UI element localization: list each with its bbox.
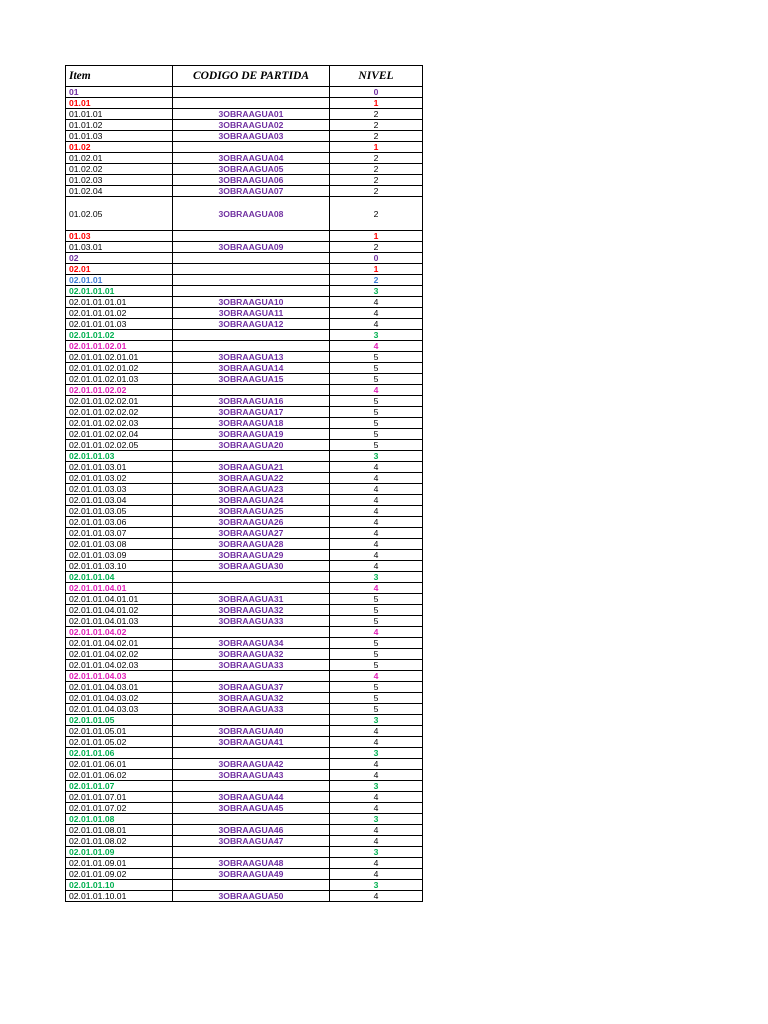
header-row [66, 66, 423, 87]
nivel-cell[interactable]: 5 [330, 605, 423, 616]
nivel-cell[interactable]: 4 [330, 869, 423, 880]
code-cell[interactable] [173, 142, 330, 153]
nivel-cell[interactable]: 4 [330, 825, 423, 836]
nivel-cell[interactable]: 5 [330, 682, 423, 693]
code-cell[interactable]: 3OBRAAGUA42 [173, 759, 330, 770]
code-cell[interactable]: 3OBRAAGUA46 [173, 825, 330, 836]
table-row[interactable] [66, 396, 423, 407]
table-row[interactable] [66, 451, 423, 462]
code-cell[interactable] [173, 98, 330, 109]
nivel-cell[interactable]: 5 [330, 638, 423, 649]
table-row[interactable] [66, 242, 423, 253]
item-cell[interactable]: 02.01.01.04.01.02 [66, 605, 173, 616]
code-cell[interactable]: 3OBRAAGUA30 [173, 561, 330, 572]
nivel-cell[interactable]: 5 [330, 374, 423, 385]
nivel-cell[interactable]: 3 [330, 715, 423, 726]
nivel-cell[interactable]: 5 [330, 649, 423, 660]
header-nivel: NIVEL [330, 66, 423, 87]
nivel-cell[interactable]: 4 [330, 726, 423, 737]
nivel-cell[interactable]: 3 [330, 451, 423, 462]
nivel-cell[interactable]: 5 [330, 440, 423, 451]
code-cell[interactable]: 3OBRAAGUA41 [173, 737, 330, 748]
nivel-cell[interactable]: 4 [330, 891, 423, 902]
table-row[interactable] [66, 231, 423, 242]
item-cell[interactable]: 02.01.01.03.05 [66, 506, 173, 517]
code-cell[interactable]: 3OBRAAGUA50 [173, 891, 330, 902]
item-cell[interactable]: 02.01.01.04.03 [66, 671, 173, 682]
code-cell[interactable]: 3OBRAAGUA33 [173, 660, 330, 671]
item-cell[interactable]: 02.01.01.02.02.04 [66, 429, 173, 440]
code-cell[interactable] [173, 275, 330, 286]
nivel-cell[interactable]: 5 [330, 352, 423, 363]
item-cell[interactable]: 02.01.01.10 [66, 880, 173, 891]
code-cell[interactable]: 3OBRAAGUA15 [173, 374, 330, 385]
table-row[interactable] [66, 264, 423, 275]
nivel-cell[interactable]: 1 [330, 142, 423, 153]
table-row[interactable] [66, 726, 423, 737]
item-cell[interactable]: 02.01.01.02.02.02 [66, 407, 173, 418]
nivel-cell[interactable]: 5 [330, 693, 423, 704]
table-row[interactable] [66, 517, 423, 528]
code-cell[interactable]: 3OBRAAGUA22 [173, 473, 330, 484]
item-cell[interactable]: 02.01.01.10.01 [66, 891, 173, 902]
table-row[interactable] [66, 87, 423, 98]
item-cell[interactable]: 01.01.02 [66, 120, 173, 131]
code-cell[interactable] [173, 583, 330, 594]
item-cell[interactable]: 02.01.01.05.02 [66, 737, 173, 748]
table-row[interactable] [66, 638, 423, 649]
table-row[interactable] [66, 330, 423, 341]
item-cell[interactable]: 01.02.03 [66, 175, 173, 186]
table-row[interactable] [66, 550, 423, 561]
table-row[interactable] [66, 671, 423, 682]
code-cell[interactable] [173, 264, 330, 275]
code-cell[interactable]: 3OBRAAGUA13 [173, 352, 330, 363]
code-cell[interactable]: 3OBRAAGUA12 [173, 319, 330, 330]
code-cell[interactable] [173, 330, 330, 341]
code-cell[interactable]: 3OBRAAGUA31 [173, 594, 330, 605]
table-body [66, 87, 423, 902]
item-cell[interactable]: 02.01.01.03.08 [66, 539, 173, 550]
item-cell[interactable]: 01.01.01 [66, 109, 173, 120]
item-cell[interactable]: 01.02.04 [66, 186, 173, 197]
table-row[interactable] [66, 814, 423, 825]
nivel-cell[interactable]: 1 [330, 231, 423, 242]
code-cell[interactable]: 3OBRAAGUA34 [173, 638, 330, 649]
item-cell[interactable]: 01.01.03 [66, 131, 173, 142]
nivel-cell[interactable]: 1 [330, 264, 423, 275]
code-cell[interactable]: 3OBRAAGUA32 [173, 649, 330, 660]
code-cell[interactable]: 3OBRAAGUA23 [173, 484, 330, 495]
table-row[interactable] [66, 131, 423, 142]
nivel-cell[interactable]: 2 [330, 175, 423, 186]
nivel-cell[interactable]: 2 [330, 242, 423, 253]
nivel-cell[interactable]: 5 [330, 704, 423, 715]
code-cell[interactable]: 3OBRAAGUA17 [173, 407, 330, 418]
code-cell[interactable]: 3OBRAAGUA09 [173, 242, 330, 253]
table-row[interactable] [66, 528, 423, 539]
code-cell[interactable] [173, 87, 330, 98]
nivel-cell[interactable]: 4 [330, 627, 423, 638]
item-cell[interactable]: 02.01.01.06.02 [66, 770, 173, 781]
table-row[interactable] [66, 153, 423, 164]
table-row[interactable] [66, 297, 423, 308]
table-row[interactable] [66, 803, 423, 814]
code-cell[interactable] [173, 671, 330, 682]
item-cell[interactable]: 02.01.01.07.01 [66, 792, 173, 803]
code-cell[interactable] [173, 572, 330, 583]
table-row[interactable] [66, 737, 423, 748]
code-cell[interactable]: 3OBRAAGUA33 [173, 704, 330, 715]
nivel-cell[interactable]: 4 [330, 770, 423, 781]
item-cell[interactable]: 02.01.01.09.02 [66, 869, 173, 880]
table-row[interactable] [66, 858, 423, 869]
item-cell[interactable]: 02.01.01.04.03.01 [66, 682, 173, 693]
item-cell[interactable]: 01.01 [66, 98, 173, 109]
code-cell[interactable] [173, 253, 330, 264]
item-cell[interactable]: 02.01.01.04.01.03 [66, 616, 173, 627]
item-cell[interactable]: 02.01.01.06 [66, 748, 173, 759]
nivel-cell[interactable]: 2 [330, 186, 423, 197]
nivel-cell[interactable]: 3 [330, 748, 423, 759]
nivel-cell[interactable]: 5 [330, 660, 423, 671]
nivel-cell[interactable]: 4 [330, 341, 423, 352]
nivel-cell[interactable]: 4 [330, 539, 423, 550]
nivel-cell[interactable]: 4 [330, 858, 423, 869]
table-row[interactable] [66, 891, 423, 902]
table-row[interactable] [66, 385, 423, 396]
code-cell[interactable]: 3OBRAAGUA47 [173, 836, 330, 847]
code-cell[interactable]: 3OBRAAGUA20 [173, 440, 330, 451]
table-row[interactable] [66, 462, 423, 473]
nivel-cell[interactable]: 4 [330, 836, 423, 847]
nivel-cell[interactable]: 4 [330, 517, 423, 528]
table-row[interactable] [66, 748, 423, 759]
code-cell[interactable] [173, 231, 330, 242]
table-row[interactable] [66, 627, 423, 638]
item-cell[interactable]: 02.01.01.03 [66, 451, 173, 462]
nivel-cell[interactable]: 3 [330, 814, 423, 825]
nivel-cell[interactable]: 5 [330, 429, 423, 440]
item-cell[interactable]: 01 [66, 87, 173, 98]
table-row[interactable] [66, 836, 423, 847]
code-cell[interactable]: 3OBRAAGUA40 [173, 726, 330, 737]
nivel-cell[interactable]: 4 [330, 385, 423, 396]
table-row[interactable] [66, 175, 423, 186]
table-row[interactable] [66, 341, 423, 352]
code-cell[interactable]: 3OBRAAGUA27 [173, 528, 330, 539]
table-row[interactable] [66, 704, 423, 715]
code-cell[interactable]: 3OBRAAGUA19 [173, 429, 330, 440]
item-cell[interactable]: 02.01.01.03.10 [66, 561, 173, 572]
item-cell[interactable]: 02.01.01.04.02.02 [66, 649, 173, 660]
code-cell[interactable]: 3OBRAAGUA06 [173, 175, 330, 186]
table-row[interactable] [66, 594, 423, 605]
item-cell[interactable]: 02.01.01.02.02 [66, 385, 173, 396]
table-row[interactable] [66, 825, 423, 836]
item-cell[interactable]: 02.01.01.01.02 [66, 308, 173, 319]
item-cell[interactable]: 01.02.05 [66, 197, 173, 231]
item-cell[interactable]: 01.02 [66, 142, 173, 153]
header-codigo: CODIGO DE PARTIDA [173, 66, 330, 87]
item-cell[interactable]: 01.02.02 [66, 164, 173, 175]
item-cell[interactable]: 02.01.01.02.01.01 [66, 352, 173, 363]
nivel-cell[interactable]: 2 [330, 275, 423, 286]
table-row[interactable] [66, 649, 423, 660]
item-cell[interactable]: 02.01.01.06.01 [66, 759, 173, 770]
table-row[interactable] [66, 583, 423, 594]
table-row[interactable] [66, 286, 423, 297]
nivel-cell[interactable]: 2 [330, 197, 423, 231]
item-cell[interactable]: 02.01.01.09.01 [66, 858, 173, 869]
nivel-cell[interactable]: 2 [330, 109, 423, 120]
item-cell[interactable]: 01.03.01 [66, 242, 173, 253]
code-cell[interactable] [173, 781, 330, 792]
table-row[interactable] [66, 319, 423, 330]
item-cell[interactable]: 02.01.01.04.03.03 [66, 704, 173, 715]
item-cell[interactable]: 02.01.01.03.07 [66, 528, 173, 539]
item-cell[interactable]: 02.01.01.02.01 [66, 341, 173, 352]
nivel-cell[interactable]: 4 [330, 803, 423, 814]
table-row[interactable] [66, 770, 423, 781]
nivel-cell[interactable]: 4 [330, 506, 423, 517]
code-cell[interactable]: 3OBRAAGUA21 [173, 462, 330, 473]
item-cell[interactable]: 02.01.01.07.02 [66, 803, 173, 814]
code-cell[interactable]: 3OBRAAGUA28 [173, 539, 330, 550]
item-cell[interactable]: 02.01.01.08.01 [66, 825, 173, 836]
table-row[interactable] [66, 164, 423, 175]
code-cell[interactable]: 3OBRAAGUA08 [173, 197, 330, 231]
item-cell[interactable]: 02.01.01.03.03 [66, 484, 173, 495]
item-cell[interactable]: 02.01.01.03.09 [66, 550, 173, 561]
item-cell[interactable]: 02.01.01.01.01 [66, 297, 173, 308]
code-cell[interactable]: 3OBRAAGUA18 [173, 418, 330, 429]
item-cell[interactable]: 02.01.01 [66, 275, 173, 286]
table-row[interactable] [66, 660, 423, 671]
nivel-cell[interactable]: 4 [330, 297, 423, 308]
item-cell[interactable]: 02.01.01.02.02.01 [66, 396, 173, 407]
table-row[interactable] [66, 418, 423, 429]
nivel-cell[interactable]: 3 [330, 572, 423, 583]
item-cell[interactable]: 02.01.01.03.06 [66, 517, 173, 528]
code-cell[interactable]: 3OBRAAGUA03 [173, 131, 330, 142]
table-row[interactable] [66, 880, 423, 891]
code-cell[interactable]: 3OBRAAGUA43 [173, 770, 330, 781]
table-row[interactable] [66, 715, 423, 726]
table-row[interactable] [66, 781, 423, 792]
code-cell[interactable]: 3OBRAAGUA45 [173, 803, 330, 814]
item-cell[interactable]: 02.01.01.02.01.02 [66, 363, 173, 374]
code-cell[interactable]: 3OBRAAGUA04 [173, 153, 330, 164]
item-cell[interactable]: 02.01.01.05 [66, 715, 173, 726]
table-row[interactable] [66, 429, 423, 440]
nivel-cell[interactable]: 3 [330, 330, 423, 341]
item-cell[interactable]: 02.01.01.08 [66, 814, 173, 825]
code-cell[interactable]: 3OBRAAGUA05 [173, 164, 330, 175]
item-cell[interactable]: 02.01.01.04.02.01 [66, 638, 173, 649]
code-cell[interactable]: 3OBRAAGUA37 [173, 682, 330, 693]
item-cell[interactable]: 02.01.01.03.02 [66, 473, 173, 484]
table-row[interactable] [66, 484, 423, 495]
table-row[interactable] [66, 120, 423, 131]
nivel-cell[interactable]: 4 [330, 473, 423, 484]
code-cell[interactable] [173, 748, 330, 759]
table-row[interactable] [66, 506, 423, 517]
code-cell[interactable] [173, 715, 330, 726]
code-cell[interactable]: 3OBRAAGUA29 [173, 550, 330, 561]
code-cell[interactable]: 3OBRAAGUA02 [173, 120, 330, 131]
header-item: Item [66, 66, 173, 87]
nivel-cell[interactable]: 3 [330, 847, 423, 858]
code-cell[interactable] [173, 814, 330, 825]
table-row[interactable] [66, 572, 423, 583]
nivel-cell[interactable]: 4 [330, 495, 423, 506]
item-cell[interactable]: 02.01.01.04 [66, 572, 173, 583]
table-row[interactable] [66, 407, 423, 418]
item-cell[interactable]: 02.01 [66, 264, 173, 275]
nivel-cell[interactable]: 5 [330, 407, 423, 418]
item-cell[interactable]: 02.01.01.04.03.02 [66, 693, 173, 704]
item-cell[interactable]: 02.01.01.04.02.03 [66, 660, 173, 671]
nivel-cell[interactable]: 2 [330, 153, 423, 164]
table-row[interactable] [66, 682, 423, 693]
code-cell[interactable] [173, 451, 330, 462]
code-cell[interactable] [173, 880, 330, 891]
code-cell[interactable]: 3OBRAAGUA24 [173, 495, 330, 506]
code-cell[interactable] [173, 341, 330, 352]
code-cell[interactable]: 3OBRAAGUA07 [173, 186, 330, 197]
nivel-cell[interactable]: 4 [330, 792, 423, 803]
code-cell[interactable] [173, 847, 330, 858]
table-row[interactable] [66, 253, 423, 264]
table-row[interactable] [66, 363, 423, 374]
nivel-cell[interactable]: 0 [330, 253, 423, 264]
table-row[interactable] [66, 616, 423, 627]
item-cell[interactable]: 02.01.01.01.03 [66, 319, 173, 330]
code-cell[interactable]: 3OBRAAGUA25 [173, 506, 330, 517]
item-cell[interactable]: 02.01.01.02 [66, 330, 173, 341]
table-row[interactable] [66, 308, 423, 319]
table-row[interactable] [66, 197, 423, 231]
table-row[interactable] [66, 98, 423, 109]
nivel-cell[interactable]: 2 [330, 120, 423, 131]
nivel-cell[interactable]: 5 [330, 418, 423, 429]
table-row[interactable] [66, 495, 423, 506]
nivel-cell[interactable]: 4 [330, 484, 423, 495]
table-row[interactable] [66, 792, 423, 803]
item-cell[interactable]: 02.01.01.09 [66, 847, 173, 858]
item-cell[interactable]: 02.01.01.04.02 [66, 627, 173, 638]
item-cell[interactable]: 02.01.01.08.02 [66, 836, 173, 847]
item-cell[interactable]: 02.01.01.05.01 [66, 726, 173, 737]
nivel-cell[interactable]: 3 [330, 781, 423, 792]
table-row[interactable] [66, 561, 423, 572]
code-cell[interactable]: 3OBRAAGUA33 [173, 616, 330, 627]
nivel-cell[interactable]: 3 [330, 880, 423, 891]
code-cell[interactable]: 3OBRAAGUA14 [173, 363, 330, 374]
code-cell[interactable] [173, 627, 330, 638]
nivel-cell[interactable]: 4 [330, 583, 423, 594]
nivel-cell[interactable]: 5 [330, 594, 423, 605]
nivel-cell[interactable]: 3 [330, 286, 423, 297]
item-cell[interactable]: 02.01.01.03.01 [66, 462, 173, 473]
item-cell[interactable]: 02 [66, 253, 173, 264]
table-row[interactable] [66, 605, 423, 616]
table-row[interactable] [66, 374, 423, 385]
nivel-cell[interactable]: 4 [330, 550, 423, 561]
table-row[interactable] [66, 847, 423, 858]
nivel-cell[interactable]: 0 [330, 87, 423, 98]
item-cell[interactable]: 02.01.01.02.02.05 [66, 440, 173, 451]
code-cell[interactable]: 3OBRAAGUA32 [173, 693, 330, 704]
item-cell[interactable]: 02.01.01.04.01.01 [66, 594, 173, 605]
table-row[interactable] [66, 539, 423, 550]
item-cell[interactable]: 02.01.01.02.02.03 [66, 418, 173, 429]
code-cell[interactable]: 3OBRAAGUA16 [173, 396, 330, 407]
partidas-table [65, 65, 423, 902]
nivel-cell[interactable]: 2 [330, 164, 423, 175]
nivel-cell[interactable]: 4 [330, 759, 423, 770]
table-row[interactable] [66, 869, 423, 880]
nivel-cell[interactable]: 4 [330, 308, 423, 319]
nivel-cell[interactable]: 5 [330, 396, 423, 407]
table-row[interactable] [66, 352, 423, 363]
code-cell[interactable]: 3OBRAAGUA44 [173, 792, 330, 803]
code-cell[interactable]: 3OBRAAGUA10 [173, 297, 330, 308]
table-row[interactable] [66, 109, 423, 120]
table-row[interactable] [66, 473, 423, 484]
nivel-cell[interactable]: 4 [330, 561, 423, 572]
nivel-cell[interactable]: 4 [330, 462, 423, 473]
nivel-cell[interactable]: 4 [330, 319, 423, 330]
item-cell[interactable]: 02.01.01.04.01 [66, 583, 173, 594]
table-row[interactable] [66, 759, 423, 770]
code-cell[interactable]: 3OBRAAGUA48 [173, 858, 330, 869]
item-cell[interactable]: 01.03 [66, 231, 173, 242]
table-row[interactable] [66, 693, 423, 704]
nivel-cell[interactable]: 4 [330, 528, 423, 539]
nivel-cell[interactable]: 4 [330, 737, 423, 748]
item-cell[interactable]: 02.01.01.03.04 [66, 495, 173, 506]
code-cell[interactable] [173, 286, 330, 297]
table-row[interactable] [66, 142, 423, 153]
nivel-cell[interactable]: 1 [330, 98, 423, 109]
nivel-cell[interactable]: 2 [330, 131, 423, 142]
item-cell[interactable]: 02.01.01.02.01.03 [66, 374, 173, 385]
item-cell[interactable]: 02.01.01.07 [66, 781, 173, 792]
item-cell[interactable]: 02.01.01.01 [66, 286, 173, 297]
table-row[interactable] [66, 186, 423, 197]
code-cell[interactable] [173, 385, 330, 396]
nivel-cell[interactable]: 4 [330, 671, 423, 682]
table-row[interactable] [66, 440, 423, 451]
code-cell[interactable]: 3OBRAAGUA01 [173, 109, 330, 120]
code-cell[interactable]: 3OBRAAGUA32 [173, 605, 330, 616]
nivel-cell[interactable]: 5 [330, 616, 423, 627]
code-cell[interactable]: 3OBRAAGUA11 [173, 308, 330, 319]
code-cell[interactable]: 3OBRAAGUA26 [173, 517, 330, 528]
table-row[interactable] [66, 275, 423, 286]
code-cell[interactable]: 3OBRAAGUA49 [173, 869, 330, 880]
nivel-cell[interactable]: 5 [330, 363, 423, 374]
item-cell[interactable]: 01.02.01 [66, 153, 173, 164]
